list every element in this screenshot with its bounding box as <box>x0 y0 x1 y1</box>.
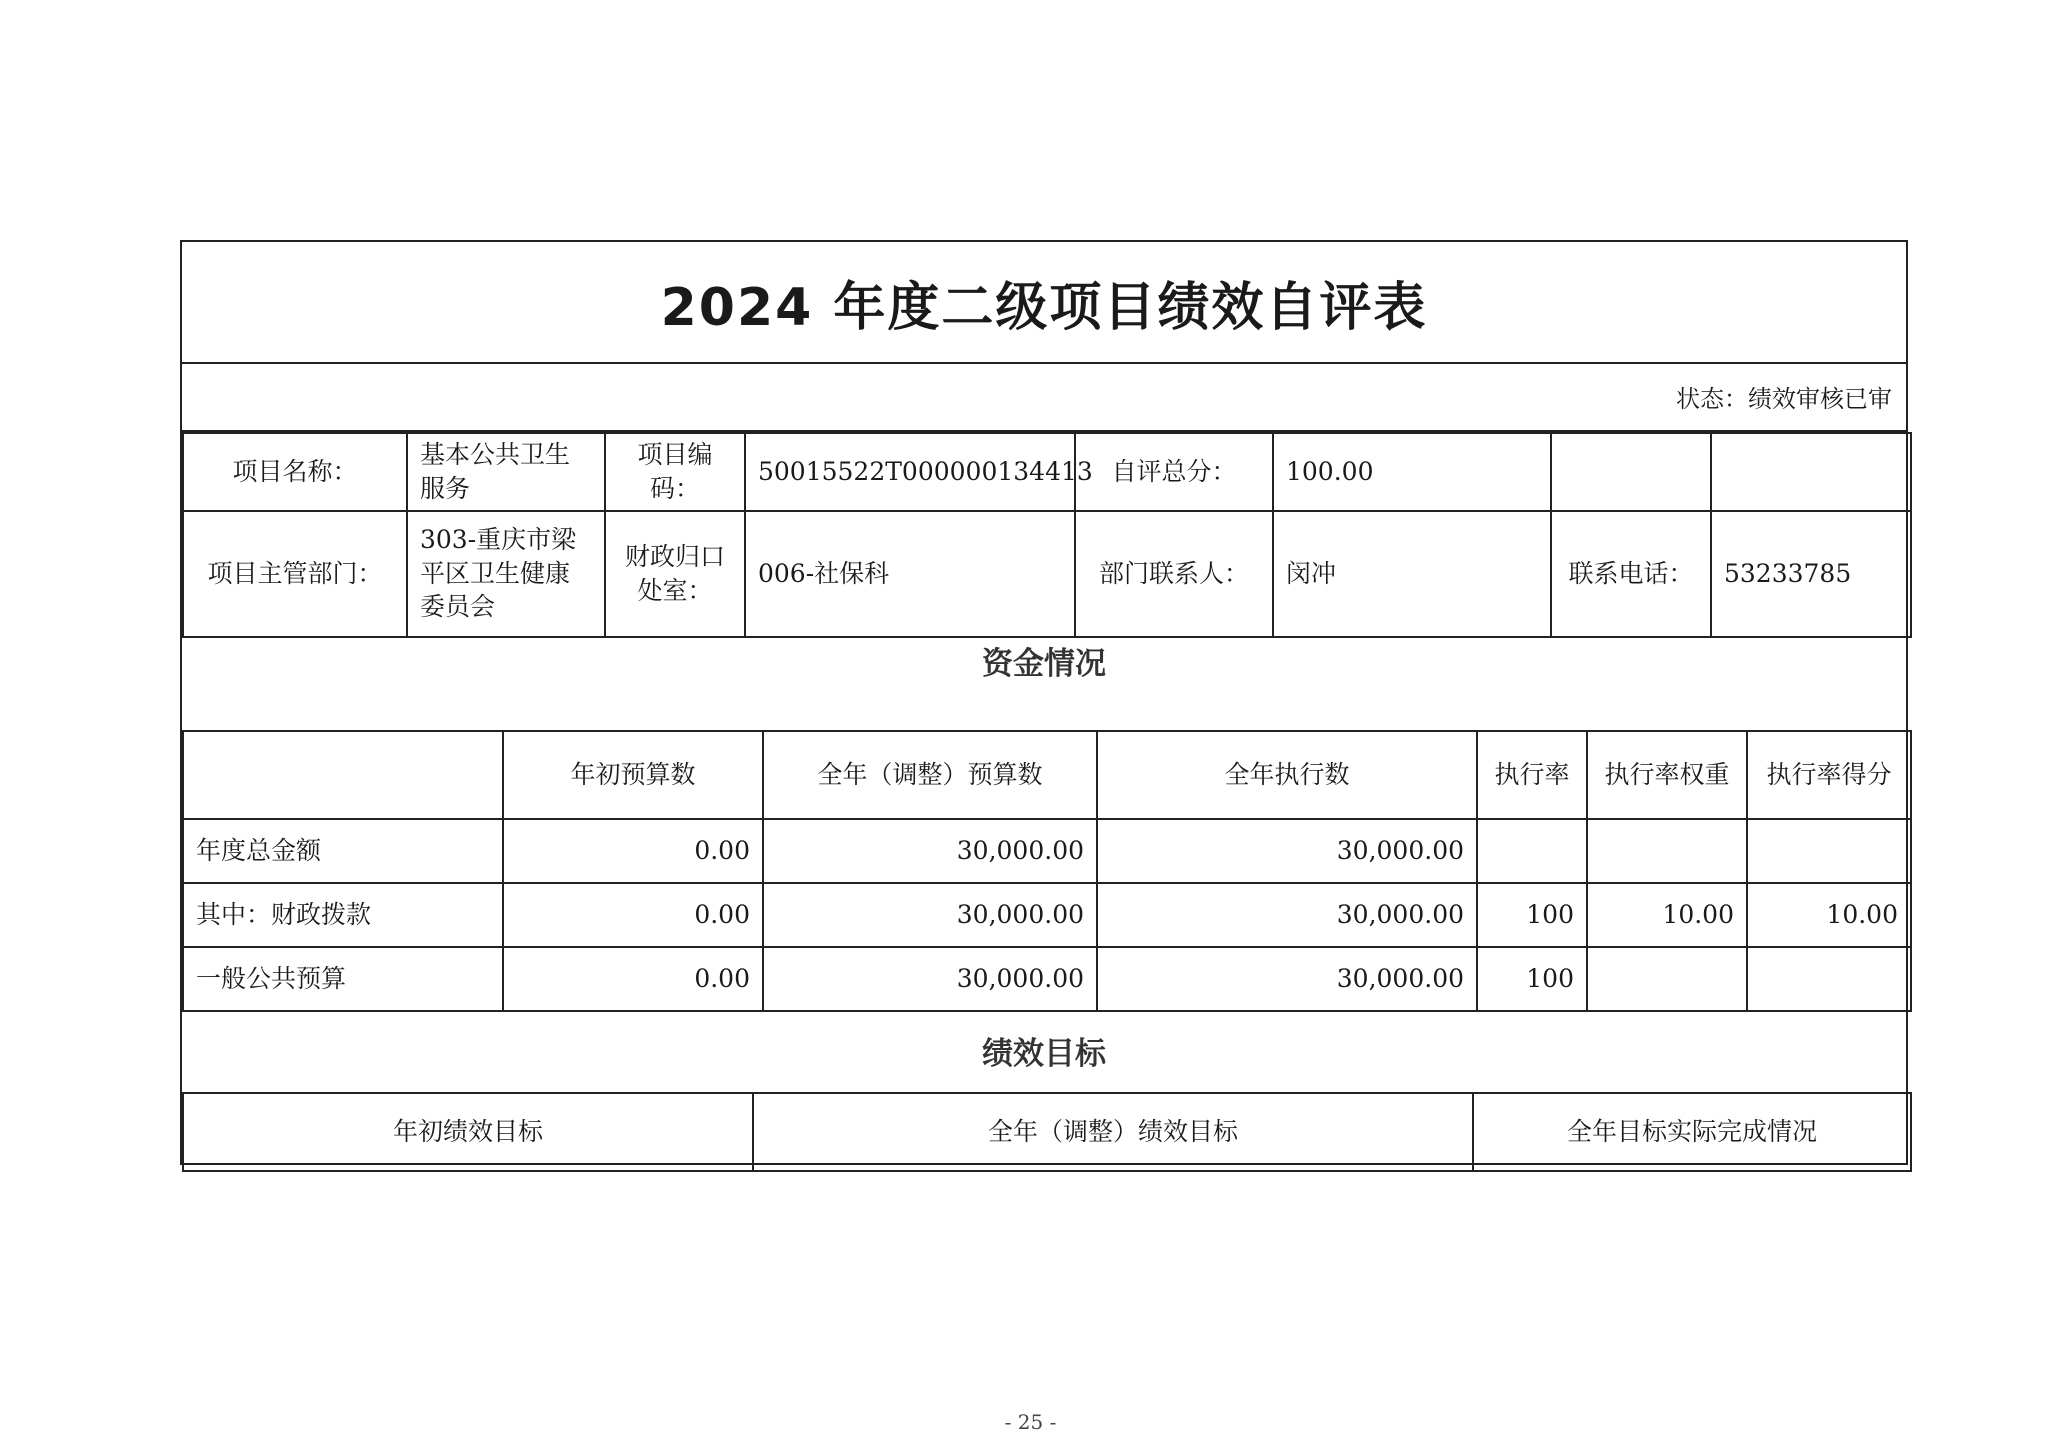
initial-value: 0.00 <box>503 947 763 1011</box>
project-code-value: 50015522T000000134413 <box>745 433 1075 511</box>
row-label: 其中：财政拨款 <box>183 883 503 947</box>
executed-value: 30,000.00 <box>1097 947 1477 1011</box>
contact-value: 闵冲 <box>1273 511 1551 637</box>
adjusted-value: 30,000.00 <box>763 883 1097 947</box>
score-value <box>1747 947 1911 1011</box>
finance-label: 财政归口处室： <box>605 511 745 637</box>
goals-header-adjusted: 全年（调整）绩效目标 <box>753 1093 1473 1171</box>
funds-header-weight: 执行率权重 <box>1587 731 1747 819</box>
score-value <box>1747 819 1911 883</box>
executed-value: 30,000.00 <box>1097 819 1477 883</box>
title-row <box>182 242 1906 364</box>
score-label: 自评总分： <box>1075 433 1273 511</box>
table-row <box>183 947 1911 1011</box>
adjusted-value: 30,000.00 <box>763 947 1097 1011</box>
project-info-table <box>182 432 1912 638</box>
table-row <box>183 883 1911 947</box>
funds-header-initial: 年初预算数 <box>503 731 763 819</box>
performance-evaluation-form <box>180 240 1908 1165</box>
executed-value: 30,000.00 <box>1097 883 1477 947</box>
finance-value: 006-社保科 <box>745 511 1075 637</box>
row-label: 一般公共预算 <box>183 947 503 1011</box>
weight-value <box>1587 819 1747 883</box>
status-text: 状态：绩效审核已审 <box>1676 384 1892 413</box>
initial-value: 0.00 <box>503 819 763 883</box>
funds-section-title: 资金情况 <box>982 645 1106 682</box>
funds-header-adjusted: 全年（调整）预算数 <box>763 731 1097 819</box>
contact-label: 部门联系人： <box>1075 511 1273 637</box>
phone-value: 53233785 <box>1711 511 1911 637</box>
adjusted-value: 30,000.00 <box>763 819 1097 883</box>
funds-header-rate: 执行率 <box>1477 731 1587 819</box>
empty-cell <box>1711 433 1911 511</box>
page-number: - 25 - <box>1004 1410 1057 1434</box>
row-label: 年度总金额 <box>183 819 503 883</box>
rate-value: 100 <box>1477 883 1587 947</box>
goals-header-initial: 年初绩效目标 <box>183 1093 753 1171</box>
project-code-label: 项目编码： <box>605 433 745 511</box>
funds-header-executed: 全年执行数 <box>1097 731 1477 819</box>
status-row <box>182 362 1906 432</box>
phone-label: 联系电话： <box>1551 511 1711 637</box>
score-value: 100.00 <box>1273 433 1551 511</box>
rate-value <box>1477 819 1587 883</box>
goals-section-title: 绩效目标 <box>982 1035 1106 1072</box>
project-name-value: 基本公共卫生服务 <box>407 433 605 511</box>
goals-table <box>182 1092 1912 1172</box>
table-row <box>183 819 1911 883</box>
score-value: 10.00 <box>1747 883 1911 947</box>
rate-value: 100 <box>1477 947 1587 1011</box>
weight-value <box>1587 947 1747 1011</box>
dept-label: 项目主管部门： <box>183 511 407 637</box>
funds-header-blank <box>183 731 503 819</box>
weight-value: 10.00 <box>1587 883 1747 947</box>
dept-value: 303-重庆市梁平区卫生健康委员会 <box>407 511 605 637</box>
goals-header-actual: 全年目标实际完成情况 <box>1473 1093 1911 1171</box>
funds-table <box>182 730 1912 1012</box>
initial-value: 0.00 <box>503 883 763 947</box>
form-title: 2024 年度二级项目绩效自评表 <box>660 277 1428 338</box>
funds-header-score: 执行率得分 <box>1747 731 1911 819</box>
project-name-label: 项目名称： <box>183 433 407 511</box>
empty-cell <box>1551 433 1711 511</box>
